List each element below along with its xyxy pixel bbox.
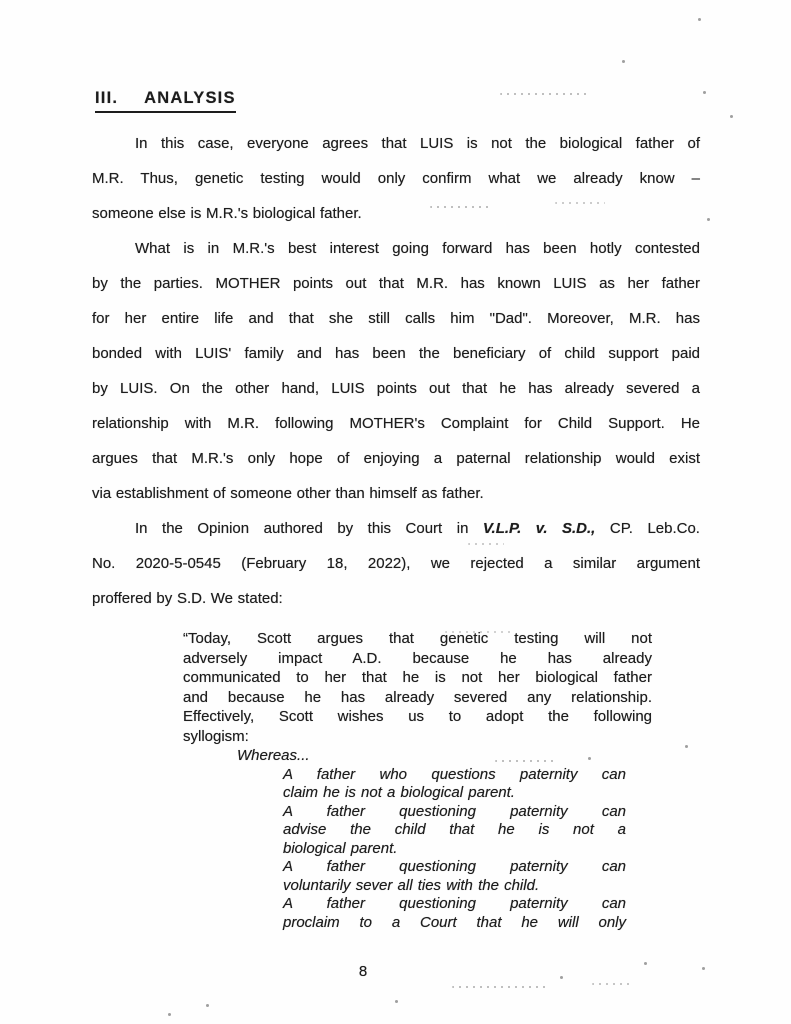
section-title: ANALYSIS <box>144 89 236 107</box>
paragraph-3 <box>92 511 700 616</box>
text-line: “Today, Scott argues that genetic testing will not <box>183 630 652 647</box>
scan-artifact <box>206 1004 209 1007</box>
scan-artifact <box>707 218 710 221</box>
scan-artifact <box>703 91 706 94</box>
text-line: someone else is M.R.'s biological father. <box>92 205 362 222</box>
scan-artifact <box>685 745 688 748</box>
paragraph-3-continued <box>92 546 700 616</box>
text-line: adversely impact A.D. because he has already <box>183 649 652 667</box>
text-line: voluntarily sever all ties with the child. <box>283 876 540 894</box>
scan-artifact <box>555 202 605 204</box>
text-line: claim he is not a biological parent. <box>283 784 515 801</box>
text-line: Effectively, Scott wishes us to adopt the following <box>183 708 652 725</box>
quote-premises <box>283 766 626 933</box>
text-line: for her entire life and that she still calls him "Dad". Moreover, M.R. has <box>92 310 700 327</box>
paragraph-1 <box>92 126 700 231</box>
text-line: In this case, everyone agrees that LUIS is not the biological father of <box>135 135 700 152</box>
section-heading-text <box>95 88 236 113</box>
scan-artifact <box>560 976 563 979</box>
text-line: A father who questions paternity can <box>283 765 626 783</box>
scan-artifact <box>452 986 547 988</box>
scan-artifact <box>644 962 647 965</box>
premise-4 <box>283 895 626 932</box>
text-line: M.R. Thus, genetic testing would only confirm what we already know – <box>92 170 700 187</box>
text-line <box>92 511 700 546</box>
scan-artifact <box>395 1000 398 1003</box>
citation-pre-text: In the Opinion authored by this Court in <box>135 520 483 537</box>
text-line: via establishment of someone other than himself as father. <box>92 485 484 502</box>
text-line: What is in M.R.'s best interest going forward has been hotly contested <box>135 240 700 257</box>
text-line: syllogism: <box>183 727 249 745</box>
scan-artifact <box>495 760 555 762</box>
scan-artifact <box>588 757 591 760</box>
premise-2 <box>283 803 626 859</box>
text-line: bonded with LUIS' family and has been the beneficiary of child support paid <box>92 345 700 362</box>
scan-artifact <box>468 543 504 545</box>
text-line: communicated to her that he is not her biological father <box>183 669 652 686</box>
text-line: advise the child that he is not a <box>283 821 626 838</box>
text-line: by LUIS. On the other hand, LUIS points out that he has already severed a <box>92 380 700 397</box>
text-line: A father questioning paternity can <box>283 858 626 875</box>
document-body <box>92 88 700 932</box>
scan-artifact <box>702 967 705 970</box>
scan-artifact <box>430 206 490 208</box>
section-heading <box>95 88 700 113</box>
scan-artifact <box>622 60 625 63</box>
scan-artifact <box>730 115 733 118</box>
text-line: proffered by S.D. We stated: <box>92 590 283 607</box>
text-line: proclaim to a Court that he will only <box>283 913 626 931</box>
text-line: A father questioning paternity can <box>283 802 626 820</box>
quote-whereas: Whereas... <box>237 747 310 764</box>
text-line: by the parties. MOTHER points out that M.R. has known LUIS as her father <box>92 275 700 292</box>
text-line: relationship with M.R. following MOTHER's Complaint for Child Support. He <box>92 415 700 432</box>
text-line: argues that M.R.'s only hope of enjoying a paternal relationship would exist <box>92 450 700 467</box>
case-citation: V.L.P. v. S.D., <box>482 520 596 537</box>
text-line: No. 2020-5-0545 (February 18, 2022), we rejected a similar argument <box>92 555 700 572</box>
scan-artifact <box>500 93 590 95</box>
premise-3 <box>283 858 626 895</box>
scan-artifact <box>445 631 515 633</box>
text-line: A father questioning paternity can <box>283 895 626 912</box>
scan-artifact <box>592 983 632 985</box>
premise-1 <box>283 766 626 803</box>
scan-artifact <box>698 18 701 21</box>
quote-intro <box>183 629 652 746</box>
text-line: biological parent. <box>283 839 398 857</box>
scan-artifact <box>168 1013 171 1016</box>
text-line: and because he has already severed any relationship. <box>183 688 652 706</box>
citation-post-text: CP. Leb.Co. <box>595 520 700 537</box>
block-quote <box>183 629 652 932</box>
paragraph-2 <box>92 231 700 511</box>
section-number: III. <box>95 89 119 107</box>
page-number: 8 <box>358 963 368 980</box>
